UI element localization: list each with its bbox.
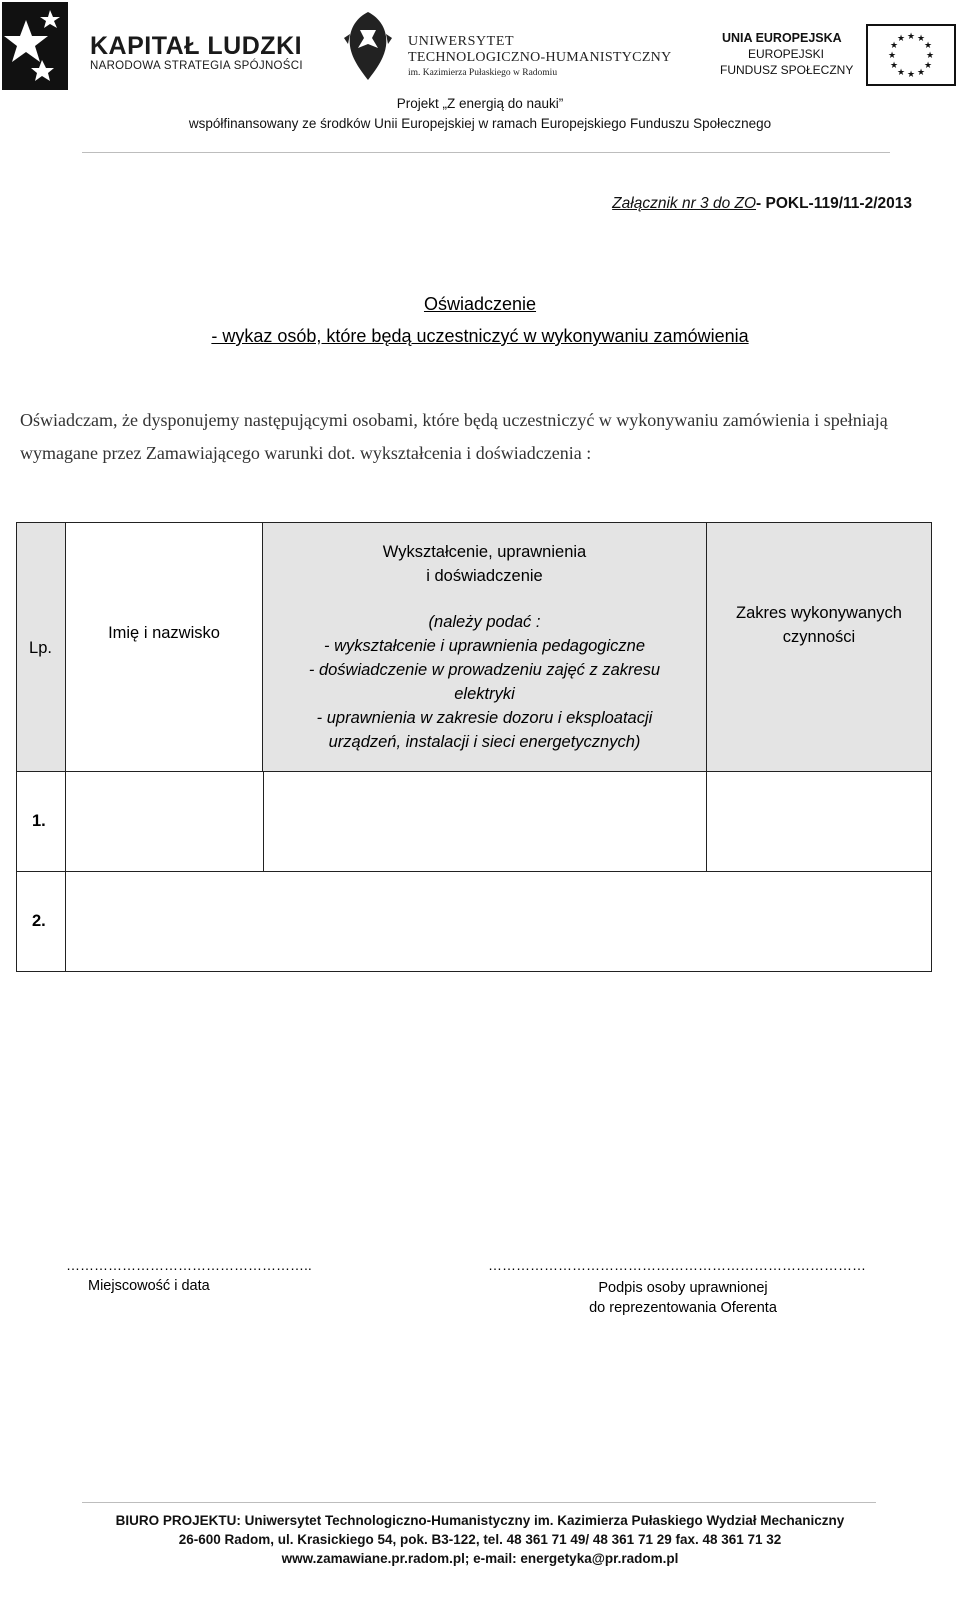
table-row-1-lp: 1. [16,772,66,872]
header-qual-note5: - uprawnienia w zakresie dozoru i eksploatacji [316,708,653,727]
table-row-2-content[interactable] [66,872,932,972]
table-row-1-name[interactable] [66,772,263,872]
svg-text:★: ★ [906,32,916,42]
svg-text:★: ★ [896,68,906,78]
svg-text:★: ★ [925,51,935,61]
signature-line: ……………………………………………………………………… [488,1257,866,1273]
kapital-ludzki-star-icon [2,2,68,90]
eu-flag-icon [866,24,956,86]
personnel-table [16,522,932,972]
header-lp [16,522,66,772]
place-date-line: …………………………………………….. [66,1257,312,1273]
svg-text:★: ★ [923,41,933,51]
declaration-text: Oświadczam, że dysponujemy następującymi osobami, które będą uczestniczyć w wykonywaniu zamówienia i spełniają wymagane przez Zamawiającego warunki dot. wykształcenia i doświadczenia : [20,410,888,463]
header-qual-note4: elektryki [454,684,515,703]
svg-text:★: ★ [923,61,933,71]
svg-text:★: ★ [889,41,899,51]
project-title: Projekt „Z energią do nauki” [396,96,564,111]
header-lp-label: Lp. [29,639,52,657]
svg-text:★: ★ [906,70,916,80]
header-qual-note2: - wykształcenie i uprawnienia pedagogiczne [323,636,646,655]
footer-contact: www.zamawiane.pr.radom.pl; e-mail: energetyka@pr.radom.pl [281,1551,679,1566]
eu-label-line3: FUNDUSZ SPOŁECZNY [720,63,854,77]
header-name-label: Imię i nazwisko [108,624,220,642]
table-row-1-qualifications[interactable] [263,772,707,872]
svg-text:★: ★ [889,61,899,71]
header-name [66,522,263,772]
eu-label-line2: EUROPEJSKI [748,47,825,61]
eu-label-line1: UNIA EUROPEJSKA [722,31,842,45]
svg-text:★: ★ [896,34,906,44]
header-qual-note6: urządzeń, instalacji i sieci energetycznych) [328,732,641,751]
document-title: Oświadczenie [423,294,537,314]
attachment-label: Załącznik nr 3 do ZO [612,195,757,212]
header-scope-line2: czynności [782,627,856,646]
university-name-line3: im. Kazimierza Pułaskiego w Radomiu [408,68,558,78]
kapital-ludzki-title: KAPITAŁ LUDZKI [90,32,303,60]
header-qual-title1: Wykształcenie, uprawnienia [382,542,587,561]
svg-text:★: ★ [916,68,926,78]
header-qualifications [263,522,707,772]
project-funding: współfinansowany ze środków Unii Europejskiej w ramach Europejskiego Funduszu Społecznego [188,116,772,131]
header-qual-title2: i doświadczenie [426,566,543,585]
footer-office: BIURO PROJEKTU: Uniwersytet Technologiczno-Humanistyczny im. Kazimierza Pułaskiego Wydział Mechaniczny [115,1513,845,1528]
svg-text:★: ★ [916,34,926,44]
attachment-reference [612,195,912,213]
svg-text:★: ★ [887,51,897,61]
header-scope [707,522,932,772]
place-date-label: Miejscowość i data [88,1278,210,1294]
kapital-ludzki-logo [0,0,320,92]
signature-label-line2: do reprezentowania Oferenta [589,1300,777,1316]
university-name-line2: TECHNOLOGICZNO-HUMANISTYCZNY [408,50,672,65]
footer-divider [82,1502,876,1503]
kapital-ludzki-subtitle: NARODOWA STRATEGIA SPÓJNOŚCI [90,60,303,72]
table-row-1-scope[interactable] [707,772,932,872]
university-name-line1: UNIWERSYTET [408,34,515,49]
table-row-2-lp: 2. [16,872,66,972]
document-subtitle: - wykaz osób, które będą uczestniczyć w wykonywaniu zamówienia [211,326,749,346]
header-qual-note1: (należy podać : [428,612,541,631]
university-emblem-icon [338,8,398,84]
header-qual-note3: - doświadczenie w prowadzeniu zajęć z zakresu [308,660,661,679]
signature-label-line1: Podpis osoby uprawnionej [598,1280,768,1296]
attachment-code: - POKL-119/11-2/2013 [756,195,912,212]
header-divider [82,152,890,153]
header-scope-line1: Zakres wykonywanych [736,603,902,622]
footer-address: 26-600 Radom, ul. Krasickiego 54, pok. B3-122, tel. 48 361 71 49/ 48 361 71 29 fax. 48 361 71 32 [178,1532,782,1547]
signature-label [558,1278,808,1318]
